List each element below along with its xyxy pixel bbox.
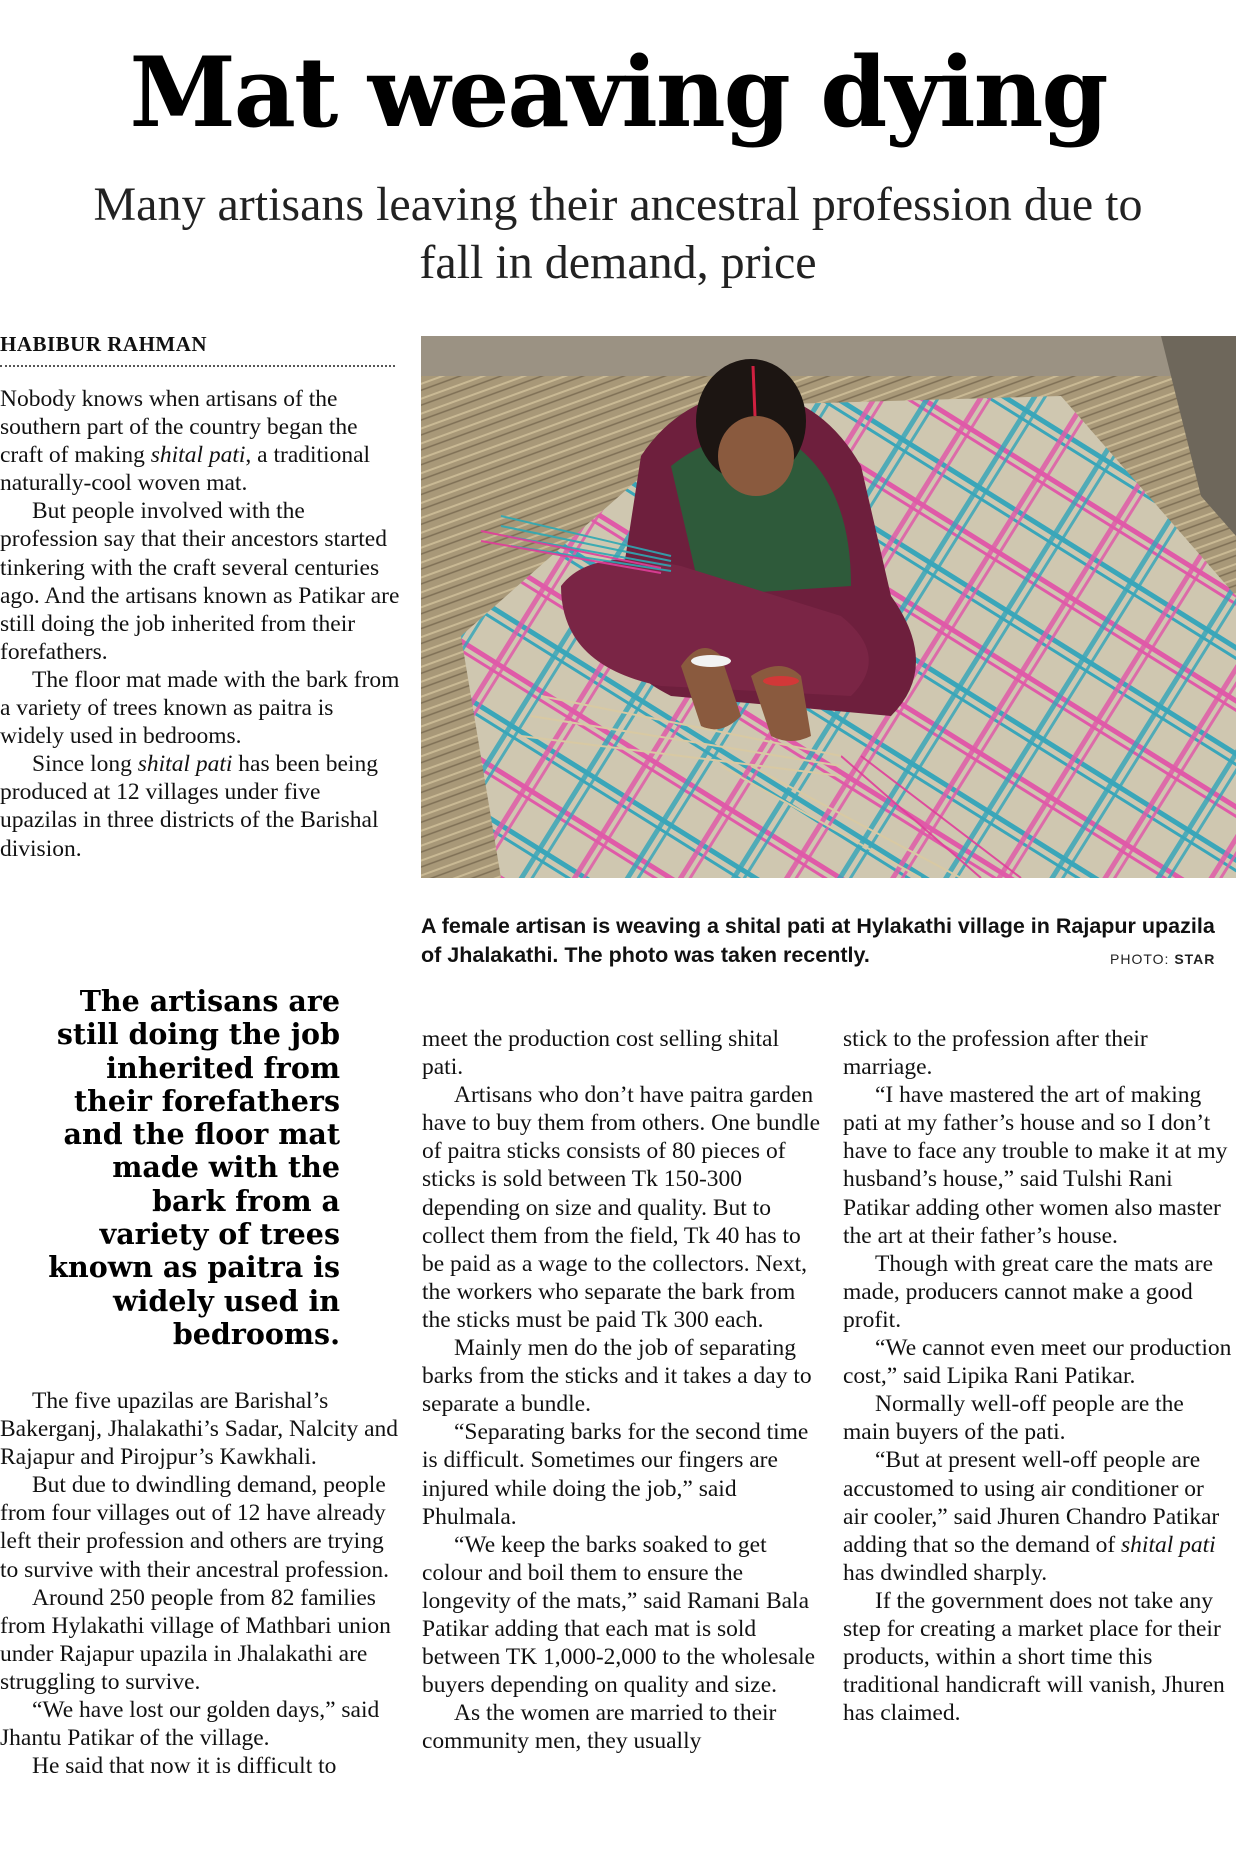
paragraph: “Separating barks for the second time is difficult. Sometimes our fingers are injured while doing the job,” said Phulmala. [422, 1419, 809, 1530]
woman-weaving-mat-photo [421, 336, 1236, 878]
column-1-top [0, 385, 400, 863]
paragraph: But due to dwindling demand, people from four villages out of 12 have already left their profession and others are trying to survive with their ancestral profession. [0, 1472, 389, 1583]
paragraph: “We have lost our golden days,” said Jhantu Patikar of the village. [0, 1697, 380, 1752]
paragraph: Nobody knows when artisans of the southern part of the country began the craft of making shital pati, a traditional naturally-cool woven mat. [0, 386, 371, 497]
column-2 [422, 1025, 822, 1755]
paragraph: As the women are married to their community men, they usually [422, 1700, 777, 1755]
paragraph: “But at present well-off people are accustomed to using air conditioner or air cooler,” said Jhuren Chandro Patikar adding that so the demand of shital pati has dwindled sharply. [843, 1447, 1220, 1586]
paragraph: meet the production cost selling shital pati. [422, 1026, 779, 1081]
headline: Mat weaving dying [129, 36, 1107, 149]
paragraph: “I have mastered the art of making pati at my father’s house and so I don’t have to face any trouble to make it at my husband’s house,” said Tulshi Rani Patikar adding other women also master the art at their father’s house. [843, 1082, 1228, 1249]
paragraph: Though with great care the mats are made, producers cannot make a good profit. [843, 1250, 1213, 1333]
pull-quote: The artisans are still doing the job inherited from their forefathers and the floor mat made with the bark from a variety of trees known as paitra is widely used in bedrooms. [48, 984, 340, 1351]
paragraph: Artisans who don’t have paitra garden have to buy them from others. One bundle of paitra sticks consists of 80 pieces of sticks is sold between Tk 150-300 depending on size and quality. But to collect them from the field, Tk 40 has to be paid as a wage to the collectors. Next, the workers who separate the bark from the sticks must be paid Tk 300 each. [422, 1082, 821, 1333]
paragraph: Mainly men do the job of separating barks from the sticks and it takes a day to separate a bundle. [422, 1335, 812, 1418]
paragraph: He said that now it is difficult to [32, 1753, 337, 1780]
paragraph: The floor mat made with the bark from a variety of trees known as paitra is widely used in bedrooms. [0, 666, 400, 750]
paragraph: Normally well-off people are the main buyers of the pati. [843, 1391, 1184, 1446]
photo-credit: PHOTO: STAR [1110, 951, 1216, 967]
paragraph: Since long shital pati has been being produced at 12 villages under five upazilas in three districts of the Barishal division. [0, 751, 379, 862]
article-photo [421, 336, 1236, 878]
paragraph: But people involved with the profession say that their ancestors started tinkering with the craft several centuries ago. And the artisans known as Patikar are still doing the job inherited from their forefathers. [0, 498, 400, 665]
paragraph: stick to the profession after their marriage. [843, 1026, 1148, 1081]
paragraph: If the government does not take any step for creating a market place for their products, within a short time this traditional handicraft will vanish, Jhuren has claimed. [843, 1587, 1225, 1727]
paragraph: Around 250 people from 82 families from Hylakathi village of Mathbari union under Rajapur upazila in Jhalakathi are struggling to survive. [0, 1584, 391, 1695]
paragraph: “We keep the barks soaked to get colour and boil them to ensure the longevity of the mats,” said Ramani Bala Patikar adding that each mat is sold between TK 1,000-2,000 to the wholesale buyers depending on quality and size. [422, 1531, 816, 1699]
photo-caption: A female artisan is weaving a shital pati at Hylakathi village in Rajapur upazila of Jhalakathi. The photo was taken recently. [421, 914, 1215, 967]
byline: HABIBUR RAHMAN [0, 332, 395, 367]
column-3 [843, 1025, 1233, 1727]
paragraph: The five upazilas are Barishal’s Bakerganj, Jhalakathi’s Sadar, Nalcity and Rajapur and Pirojpur’s Kawkhali. [0, 1388, 399, 1471]
subheadline: Many artisans leaving their ancestral profession due to fall in demand, price [93, 178, 1143, 289]
paragraph: “We cannot even meet our production cost,” said Lipika Rani Patikar. [843, 1335, 1232, 1390]
column-1-bottom [0, 1387, 400, 1780]
